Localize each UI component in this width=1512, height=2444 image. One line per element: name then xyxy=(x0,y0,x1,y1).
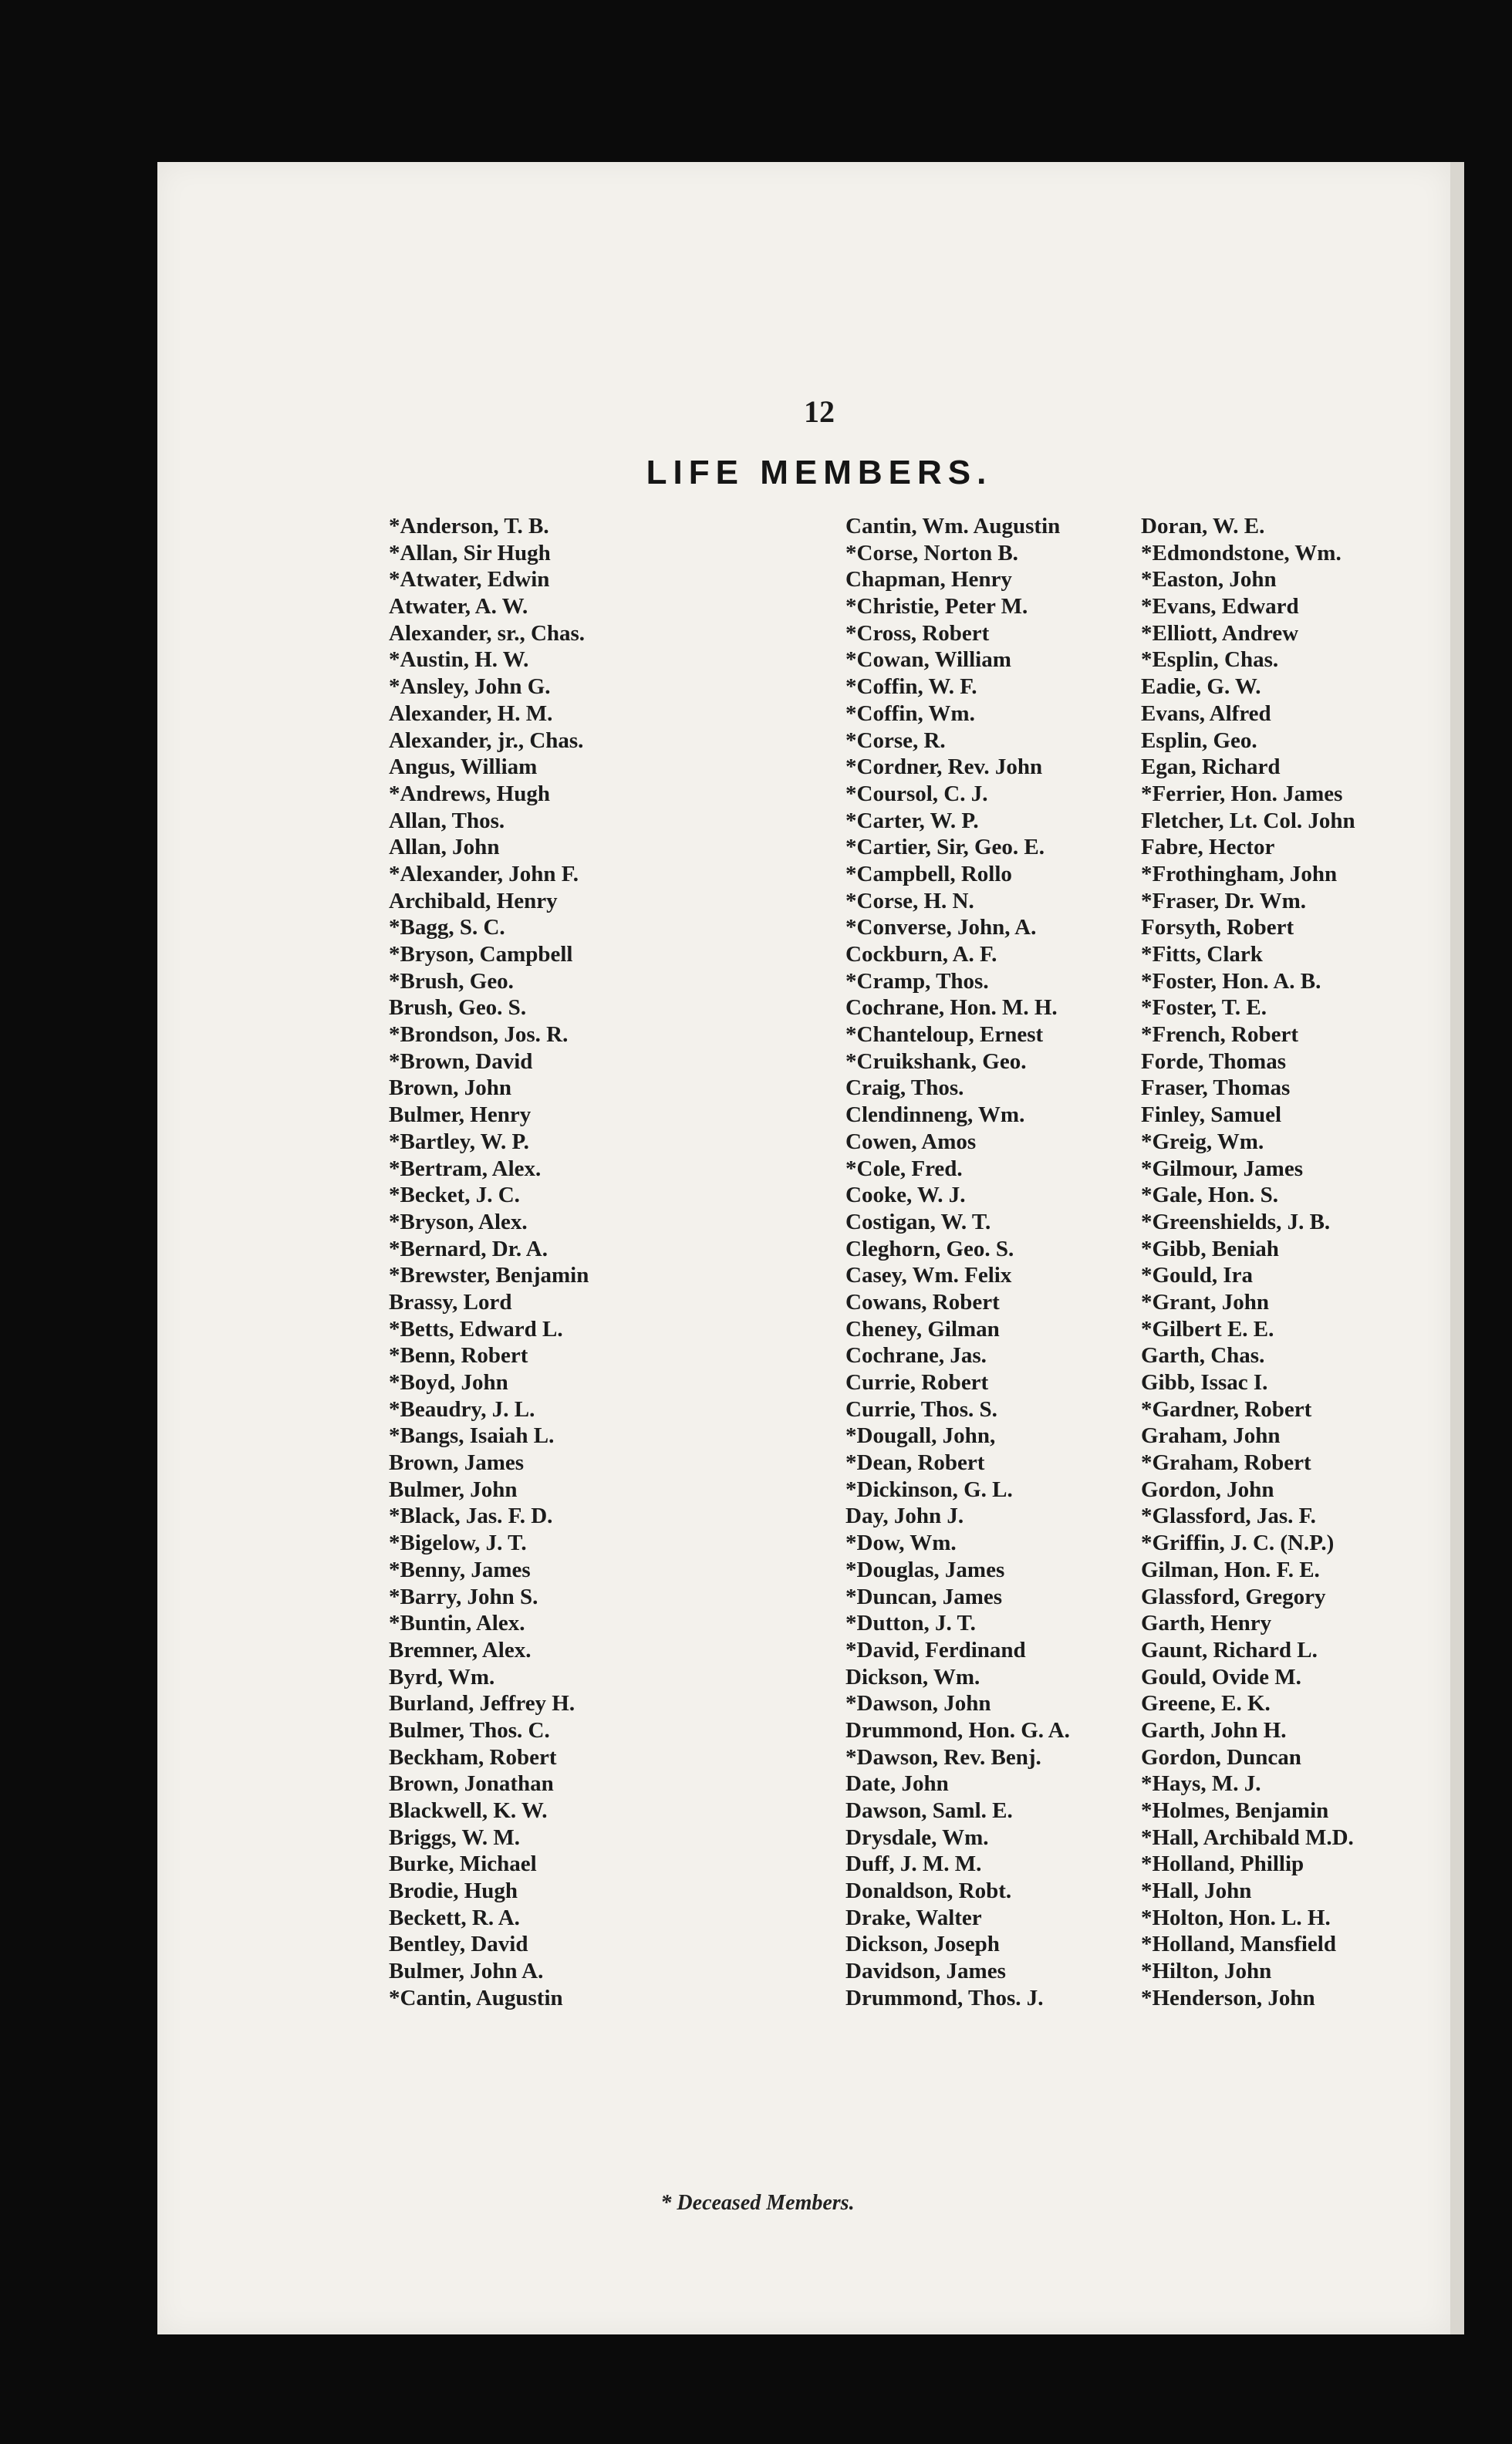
member-entry: *Dawson, Rev. Benj. xyxy=(845,1744,1041,1770)
member-entry: *Fitts, Clark xyxy=(1141,942,1263,967)
member-entry: Cheney, Gilman xyxy=(845,1316,1000,1342)
member-entry: *Cordner, Rev. John xyxy=(845,754,1043,780)
member-entry: Brown, Jonathan xyxy=(389,1771,554,1797)
member-entry: *Ansley, John G. xyxy=(389,674,551,700)
member-entry: *Henderson, John xyxy=(1141,1985,1315,2010)
member-entry: Graham, John xyxy=(1141,1423,1281,1449)
member-entry: *Bartley, W. P. xyxy=(389,1129,529,1154)
member-entry: *Brondson, Jos. R. xyxy=(389,1022,569,1048)
member-entry: Finley, Samuel xyxy=(1141,1102,1282,1128)
member-entry: Cochrane, Hon. M. H. xyxy=(845,995,1058,1021)
member-entry: *Hall, Archibald M.D. xyxy=(1141,1825,1354,1850)
member-entry: *Chanteloup, Ernest xyxy=(845,1022,1044,1048)
member-entry: Brush, Geo. S. xyxy=(389,995,527,1021)
member-entry: *Dawson, John xyxy=(845,1691,991,1717)
member-entry: Forde, Thomas xyxy=(1141,1048,1286,1074)
member-entry: *Atwater, Edwin xyxy=(389,567,550,592)
member-entry: *Benn, Robert xyxy=(389,1343,528,1369)
member-entry: *Elliott, Andrew xyxy=(1141,620,1299,646)
member-entry: *French, Robert xyxy=(1141,1022,1299,1048)
document-page xyxy=(157,162,1450,2334)
member-entry: *Dean, Robert xyxy=(845,1450,985,1476)
member-entry: Gibb, Issac I. xyxy=(1141,1370,1268,1395)
member-entry: Greene, E. K. xyxy=(1141,1691,1271,1717)
member-entry: *Carter, W. P. xyxy=(845,808,979,833)
member-entry: Briggs, W. M. xyxy=(389,1825,520,1850)
member-entry: *Foster, T. E. xyxy=(1141,995,1267,1021)
member-entry: Allan, John xyxy=(389,835,500,860)
page-number: 12 xyxy=(804,394,835,429)
member-entry: Garth, Henry xyxy=(1141,1611,1272,1636)
member-entry: Chapman, Henry xyxy=(845,567,1012,592)
member-entry: Bentley, David xyxy=(389,1932,528,1957)
member-entry: *Christie, Peter M. xyxy=(845,594,1028,619)
member-entry: Angus, William xyxy=(389,754,538,780)
member-entry: *Foster, Hon. A. B. xyxy=(1141,968,1321,994)
member-entry: Bulmer, John xyxy=(389,1477,518,1502)
member-entry: Drummond, Thos. J. xyxy=(845,1985,1044,2010)
member-entry: *Hall, John xyxy=(1141,1879,1252,1904)
member-entry: *Anderson, T. B. xyxy=(389,514,549,538)
member-entry: *Betts, Edward L. xyxy=(389,1316,563,1342)
member-entry: *Cantin, Augustin xyxy=(389,1985,563,2010)
member-entry: *Campbell, Rollo xyxy=(845,861,1012,886)
member-entry: Fletcher, Lt. Col. John xyxy=(1141,808,1355,833)
member-entry: Donaldson, Robt. xyxy=(845,1879,1012,1904)
member-entry: Drysdale, Wm. xyxy=(845,1825,989,1850)
member-entry: Cooke, W. J. xyxy=(845,1183,966,1208)
member-entry: *Greig, Wm. xyxy=(1141,1129,1264,1154)
member-entry: Beckham, Robert xyxy=(389,1744,557,1770)
member-entry: *Gardner, Robert xyxy=(1141,1396,1312,1422)
member-entry: Evans, Alfred xyxy=(1141,700,1271,726)
member-entry: Bulmer, John A. xyxy=(389,1959,544,1984)
member-entry: Gordon, John xyxy=(1141,1477,1274,1502)
member-entry: *Boyd, John xyxy=(389,1370,508,1395)
member-entry: *Cartier, Sir, Geo. E. xyxy=(845,835,1045,860)
section-title: LIFE MEMBERS. xyxy=(646,454,993,491)
member-entry: *Austin, H. W. xyxy=(389,647,529,673)
member-entry: Beckett, R. A. xyxy=(389,1905,520,1930)
member-entry: *Corse, R. xyxy=(845,727,946,753)
member-entry: Fabre, Hector xyxy=(1141,835,1275,860)
member-column-1 xyxy=(389,513,589,2012)
member-entry: Craig, Thos. xyxy=(845,1075,964,1101)
member-entry: *Cruikshank, Geo. xyxy=(845,1048,1027,1074)
member-entry: *Benny, James xyxy=(389,1557,531,1582)
member-entry: *Gould, Ira xyxy=(1141,1263,1254,1288)
member-entry: Brodie, Hugh xyxy=(389,1879,518,1904)
member-entry: *Bigelow, J. T. xyxy=(389,1531,527,1556)
member-entry: *Dutton, J. T. xyxy=(845,1611,976,1636)
member-entry: *Bagg, S. C. xyxy=(389,915,505,940)
member-entry: Gaunt, Richard L. xyxy=(1141,1637,1318,1663)
member-entry: Drummond, Hon. G. A. xyxy=(845,1717,1070,1743)
member-entry: *Graham, Robert xyxy=(1141,1450,1311,1476)
member-entry: *Bryson, Alex. xyxy=(389,1209,528,1234)
member-entry: *Brown, David xyxy=(389,1048,533,1074)
member-entry: *Holland, Phillip xyxy=(1141,1852,1304,1877)
member-entry: *Gilmour, James xyxy=(1141,1156,1303,1181)
member-entry: *Bangs, Isaiah L. xyxy=(389,1423,555,1449)
member-entry: *Frothingham, John xyxy=(1141,861,1338,886)
member-column-3 xyxy=(1141,513,1355,2012)
member-entry: *Dougall, John, xyxy=(845,1423,996,1449)
member-entry: Glassford, Gregory xyxy=(1141,1584,1326,1609)
member-entry: *Esplin, Chas. xyxy=(1141,647,1279,673)
member-entry: *Glassford, Jas. F. xyxy=(1141,1504,1316,1529)
footnote: * Deceased Members. xyxy=(660,2191,855,2215)
member-entry: *Holmes, Benjamin xyxy=(1141,1798,1329,1823)
member-entry: *Cramp, Thos. xyxy=(845,968,989,994)
member-entry: Cowen, Amos xyxy=(845,1129,977,1154)
member-entry: Byrd, Wm. xyxy=(389,1664,495,1690)
member-columns xyxy=(389,513,1438,2179)
member-entry: *David, Ferdinand xyxy=(845,1637,1026,1663)
member-entry: Garth, John H. xyxy=(1141,1717,1287,1743)
member-entry: *Grant, John xyxy=(1141,1289,1269,1315)
member-entry: *Ferrier, Hon. James xyxy=(1141,781,1343,806)
member-entry: Garth, Chas. xyxy=(1141,1343,1265,1369)
member-entry: Brassy, Lord xyxy=(389,1289,512,1315)
member-entry: Archibald, Henry xyxy=(389,888,558,913)
member-entry: Duff, J. M. M. xyxy=(845,1852,982,1877)
member-entry: Alexander, H. M. xyxy=(389,700,553,726)
member-entry: *Cole, Fred. xyxy=(845,1156,963,1181)
member-entry: Drake, Walter xyxy=(845,1905,982,1930)
member-entry: *Beaudry, J. L. xyxy=(389,1396,535,1422)
member-entry: Gilman, Hon. F. E. xyxy=(1141,1557,1320,1582)
member-entry: *Holton, Hon. L. H. xyxy=(1141,1905,1331,1930)
member-entry: *Evans, Edward xyxy=(1141,594,1299,619)
member-entry: Cantin, Wm. Augustin xyxy=(845,514,1061,538)
member-entry: Currie, Robert xyxy=(845,1370,989,1395)
member-entry: *Converse, John, A. xyxy=(845,915,1037,940)
member-entry: Day, John J. xyxy=(845,1504,964,1529)
member-entry: Burke, Michael xyxy=(389,1852,537,1877)
member-entry: Fraser, Thomas xyxy=(1141,1075,1291,1101)
member-entry: *Dow, Wm. xyxy=(845,1531,957,1556)
member-entry: *Buntin, Alex. xyxy=(389,1611,525,1636)
member-entry: *Bertram, Alex. xyxy=(389,1156,542,1181)
member-entry: Bulmer, Thos. C. xyxy=(389,1717,550,1743)
member-entry: *Hays, M. J. xyxy=(1141,1771,1261,1797)
member-entry: Date, John xyxy=(845,1771,949,1797)
member-entry: *Dickinson, G. L. xyxy=(845,1477,1013,1502)
member-entry: *Bernard, Dr. A. xyxy=(389,1236,548,1261)
member-entry: *Douglas, James xyxy=(845,1557,1005,1582)
member-entry: Eadie, G. W. xyxy=(1141,674,1261,700)
member-entry: Atwater, A. W. xyxy=(389,594,528,619)
member-entry: *Becket, J. C. xyxy=(389,1183,520,1208)
member-entry: *Griffin, J. C. (N.P.) xyxy=(1141,1531,1335,1556)
member-entry: Dawson, Saml. E. xyxy=(845,1798,1013,1823)
member-entry: Brown, John xyxy=(389,1075,512,1101)
member-entry: Dickson, Wm. xyxy=(845,1664,980,1690)
member-entry: *Greenshields, J. B. xyxy=(1141,1209,1331,1234)
member-entry: Cleghorn, Geo. S. xyxy=(845,1236,1014,1261)
member-entry: Forsyth, Robert xyxy=(1141,915,1294,940)
member-entry: *Fraser, Dr. Wm. xyxy=(1141,888,1306,913)
member-entry: Costigan, W. T. xyxy=(845,1209,991,1234)
member-entry: *Easton, John xyxy=(1141,567,1277,592)
member-entry: Gould, Ovide M. xyxy=(1141,1664,1301,1690)
member-entry: *Cross, Robert xyxy=(845,620,990,646)
member-entry: *Hilton, John xyxy=(1141,1959,1272,1984)
member-entry: Brown, James xyxy=(389,1450,525,1476)
member-entry: *Andrews, Hugh xyxy=(389,781,550,806)
member-entry: Davidson, James xyxy=(845,1959,1006,1984)
member-entry: *Holland, Mansfield xyxy=(1141,1932,1336,1957)
member-entry: *Coffin, W. F. xyxy=(845,674,977,700)
member-entry: *Duncan, James xyxy=(845,1584,1003,1609)
member-entry: *Coffin, Wm. xyxy=(845,700,975,726)
member-entry: *Coursol, C. J. xyxy=(845,781,988,806)
member-entry: Currie, Thos. S. xyxy=(845,1396,997,1422)
member-entry: *Corse, Norton B. xyxy=(845,540,1018,565)
member-entry: Cowans, Robert xyxy=(845,1289,1000,1315)
member-entry: Egan, Richard xyxy=(1141,754,1281,780)
member-entry: Cochrane, Jas. xyxy=(845,1343,987,1369)
member-entry: *Alexander, John F. xyxy=(389,861,579,886)
member-entry: Burland, Jeffrey H. xyxy=(389,1691,575,1717)
member-entry: *Cowan, William xyxy=(845,647,1011,673)
member-entry: *Gibb, Beniah xyxy=(1141,1236,1279,1261)
member-entry: *Black, Jas. F. D. xyxy=(389,1504,553,1529)
member-entry: Dickson, Joseph xyxy=(845,1932,1000,1957)
member-entry: Alexander, jr., Chas. xyxy=(389,727,584,753)
member-entry: *Gilbert E. E. xyxy=(1141,1316,1274,1342)
member-entry: Blackwell, K. W. xyxy=(389,1798,548,1823)
member-entry: Clendinneng, Wm. xyxy=(845,1102,1025,1128)
member-entry: Allan, Thos. xyxy=(389,808,505,833)
facing-page-edge xyxy=(1450,162,1464,2334)
member-entry: *Bryson, Campbell xyxy=(389,942,573,967)
member-entry: *Gale, Hon. S. xyxy=(1141,1183,1279,1208)
member-entry: *Brewster, Benjamin xyxy=(389,1263,589,1288)
member-entry: Bulmer, Henry xyxy=(389,1102,532,1128)
member-entry: *Corse, H. N. xyxy=(845,888,974,913)
member-entry: Bremner, Alex. xyxy=(389,1637,532,1663)
member-entry: *Brush, Geo. xyxy=(389,968,514,994)
member-entry: Casey, Wm. Felix xyxy=(845,1263,1012,1288)
member-entry: Gordon, Duncan xyxy=(1141,1744,1301,1770)
member-entry: Cockburn, A. F. xyxy=(845,942,997,967)
member-entry: *Edmondstone, Wm. xyxy=(1141,540,1342,565)
member-entry: *Allan, Sir Hugh xyxy=(389,540,551,565)
member-entry: Esplin, Geo. xyxy=(1141,727,1257,753)
member-column-2 xyxy=(845,513,1070,2012)
member-entry: *Barry, John S. xyxy=(389,1584,538,1609)
member-entry: Alexander, sr., Chas. xyxy=(389,620,586,646)
member-entry: Doran, W. E. xyxy=(1141,514,1265,538)
